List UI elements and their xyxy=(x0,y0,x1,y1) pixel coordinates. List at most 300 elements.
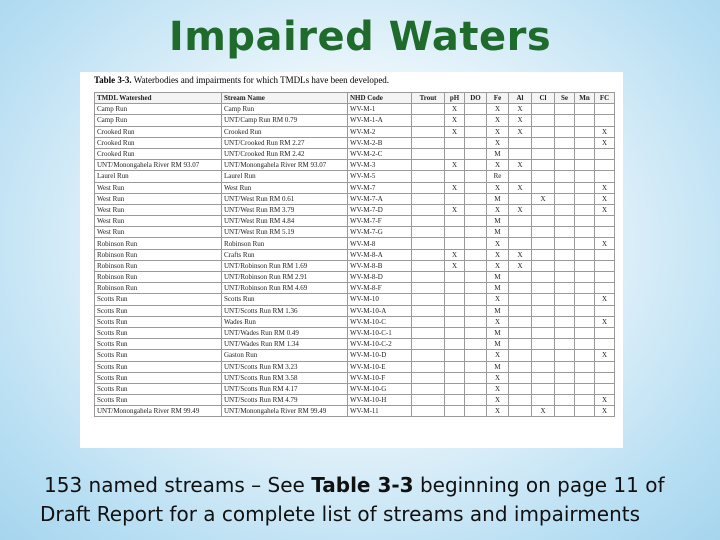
table-cell: Re xyxy=(487,171,509,182)
table-cell xyxy=(445,227,465,238)
table-cell xyxy=(532,249,555,260)
table-cell xyxy=(595,249,615,260)
table-cell xyxy=(532,104,555,115)
table-cell: Robinson Run xyxy=(95,260,222,271)
table-cell xyxy=(509,361,532,372)
table-row xyxy=(95,249,615,260)
table-cell: X xyxy=(445,182,465,193)
column-header: Al xyxy=(509,93,532,104)
table-cell xyxy=(412,260,445,271)
table-cell xyxy=(509,350,532,361)
table-cell xyxy=(555,238,575,249)
table-cell xyxy=(532,395,555,406)
table-cell: West Run xyxy=(95,227,222,238)
table-cell xyxy=(555,395,575,406)
table-cell xyxy=(595,272,615,283)
impairments-table xyxy=(94,92,615,417)
table-cell: West Run xyxy=(222,182,348,193)
table-cell: M xyxy=(487,148,509,159)
table-cell xyxy=(555,104,575,115)
table-cell xyxy=(595,260,615,271)
table-cell: M xyxy=(487,216,509,227)
table-header-row xyxy=(95,93,615,104)
table-cell: X xyxy=(445,126,465,137)
table-cell xyxy=(555,216,575,227)
table-cell xyxy=(445,395,465,406)
table-row xyxy=(95,327,615,338)
table-cell xyxy=(412,383,445,394)
table-cell xyxy=(555,294,575,305)
table-cell: X xyxy=(487,115,509,126)
table-cell xyxy=(412,171,445,182)
table-caption-number: Table 3-3. xyxy=(94,75,132,85)
column-header: pH xyxy=(445,93,465,104)
table-cell: X xyxy=(487,137,509,148)
table-cell xyxy=(595,171,615,182)
table-cell: WV-M-10-E xyxy=(348,361,412,372)
table-cell xyxy=(555,350,575,361)
table-caption-text: Waterbodies and impairments for which TMDLs have been developed. xyxy=(131,75,390,85)
table-cell xyxy=(555,193,575,204)
slide-title: Impaired Waters xyxy=(168,14,552,60)
table-cell xyxy=(595,339,615,350)
table-cell xyxy=(465,171,487,182)
table-cell xyxy=(445,238,465,249)
table-cell xyxy=(575,383,595,394)
table-cell xyxy=(509,327,532,338)
table-cell xyxy=(445,272,465,283)
table-cell xyxy=(555,272,575,283)
table-cell xyxy=(555,372,575,383)
table-cell xyxy=(595,216,615,227)
table-cell: WV-M-8 xyxy=(348,238,412,249)
table-cell: WV-M-10-C xyxy=(348,316,412,327)
table-cell xyxy=(575,182,595,193)
table-cell xyxy=(412,126,445,137)
table-cell: Crooked Run xyxy=(95,137,222,148)
table-cell xyxy=(532,115,555,126)
table-cell xyxy=(575,339,595,350)
table-cell: X xyxy=(487,260,509,271)
table-cell xyxy=(509,216,532,227)
table-cell xyxy=(575,238,595,249)
table-cell: M xyxy=(487,327,509,338)
table-cell xyxy=(412,327,445,338)
table-cell xyxy=(575,204,595,215)
table-cell: WV-M-7-F xyxy=(348,216,412,227)
table-row xyxy=(95,361,615,372)
table-cell xyxy=(575,305,595,316)
table-cell xyxy=(532,137,555,148)
table-cell: Robinson Run xyxy=(95,272,222,283)
table-cell xyxy=(595,305,615,316)
table-cell: UNT/Wades Run RM 1.34 xyxy=(222,339,348,350)
table-cell xyxy=(575,137,595,148)
table-cell: X xyxy=(487,406,509,417)
table-cell xyxy=(595,148,615,159)
table-cell xyxy=(465,115,487,126)
table-cell: X xyxy=(445,204,465,215)
table-cell xyxy=(532,372,555,383)
table-row xyxy=(95,193,615,204)
table-row xyxy=(95,260,615,271)
table-row xyxy=(95,272,615,283)
table-cell: WV-M-8-B xyxy=(348,260,412,271)
table-cell xyxy=(445,193,465,204)
table-cell: X xyxy=(532,193,555,204)
table-cell xyxy=(445,216,465,227)
table-cell: Scotts Run xyxy=(95,350,222,361)
table-cell xyxy=(509,148,532,159)
table-cell xyxy=(465,193,487,204)
table-cell xyxy=(595,160,615,171)
table-cell: UNT/Scotts Run RM 3.23 xyxy=(222,361,348,372)
table-cell xyxy=(465,204,487,215)
table-row xyxy=(95,137,615,148)
table-cell xyxy=(412,406,445,417)
table-cell: WV-M-10 xyxy=(348,294,412,305)
table-cell: Camp Run xyxy=(95,115,222,126)
table-cell xyxy=(445,316,465,327)
table-cell: UNT/Scotts Run RM 1.36 xyxy=(222,305,348,316)
table-cell: X xyxy=(595,294,615,305)
table-cell xyxy=(412,137,445,148)
table-cell xyxy=(465,238,487,249)
table-cell xyxy=(575,148,595,159)
table-cell xyxy=(532,204,555,215)
table-cell: X xyxy=(445,104,465,115)
table-cell: WV-M-8-A xyxy=(348,249,412,260)
column-header: FC xyxy=(595,93,615,104)
column-header: Se xyxy=(555,93,575,104)
table-cell xyxy=(465,137,487,148)
table-cell xyxy=(532,227,555,238)
table-row xyxy=(95,104,615,115)
table-cell xyxy=(445,406,465,417)
table-cell: West Run xyxy=(95,204,222,215)
table-cell: Camp Run xyxy=(222,104,348,115)
table-cell xyxy=(445,283,465,294)
table-cell: X xyxy=(487,238,509,249)
column-header: Mn xyxy=(575,93,595,104)
table-cell: X xyxy=(595,204,615,215)
table-cell: X xyxy=(487,249,509,260)
table-cell xyxy=(465,283,487,294)
table-cell: West Run xyxy=(95,193,222,204)
table-cell xyxy=(555,383,575,394)
table-cell xyxy=(575,327,595,338)
table-cell xyxy=(412,361,445,372)
table-cell xyxy=(465,182,487,193)
table-cell: X xyxy=(487,160,509,171)
table-cell xyxy=(532,327,555,338)
table-cell xyxy=(412,316,445,327)
table-cell: WV-M-10-C-2 xyxy=(348,339,412,350)
table-cell xyxy=(555,339,575,350)
table-cell: WV-M-10-C-1 xyxy=(348,327,412,338)
footer-line-2: Draft Report for a complete list of streams and impairments xyxy=(40,502,641,526)
stream-count: 153 xyxy=(44,473,83,497)
table-cell xyxy=(412,104,445,115)
table-cell xyxy=(555,260,575,271)
table-cell: X xyxy=(595,350,615,361)
table-row xyxy=(95,160,615,171)
table-cell xyxy=(532,283,555,294)
table-cell xyxy=(465,372,487,383)
table-cell: X xyxy=(487,204,509,215)
table-cell xyxy=(445,350,465,361)
table-cell xyxy=(509,272,532,283)
table-cell: UNT/Monongahela River RM 99.49 xyxy=(95,406,222,417)
table-cell: Crooked Run xyxy=(222,126,348,137)
table-cell xyxy=(575,395,595,406)
table-cell xyxy=(555,327,575,338)
table-cell xyxy=(575,193,595,204)
table-cell: Scotts Run xyxy=(95,372,222,383)
table-cell xyxy=(575,260,595,271)
table-cell xyxy=(465,339,487,350)
table-cell xyxy=(575,104,595,115)
footer-line-1 xyxy=(44,473,665,497)
table-cell xyxy=(509,406,532,417)
table-cell xyxy=(412,216,445,227)
table-cell xyxy=(465,272,487,283)
table-cell xyxy=(509,383,532,394)
table-cell: Scotts Run xyxy=(95,339,222,350)
table-cell: Scotts Run xyxy=(95,361,222,372)
table-cell xyxy=(555,283,575,294)
table-cell xyxy=(465,395,487,406)
table-cell: X xyxy=(445,160,465,171)
table-cell xyxy=(465,316,487,327)
table-cell: West Run xyxy=(95,182,222,193)
table-cell: WV-M-7-G xyxy=(348,227,412,238)
table-row xyxy=(95,283,615,294)
table-row xyxy=(95,126,615,137)
table-cell: Laurel Run xyxy=(95,171,222,182)
table-cell xyxy=(465,361,487,372)
table-cell xyxy=(509,395,532,406)
table-cell: WV-M-10-F xyxy=(348,372,412,383)
table-cell xyxy=(595,115,615,126)
table-cell: X xyxy=(445,115,465,126)
table-cell: WV-M-2-C xyxy=(348,148,412,159)
table-cell xyxy=(532,339,555,350)
table-cell xyxy=(509,227,532,238)
table-image xyxy=(80,72,623,448)
table-cell xyxy=(555,249,575,260)
table-cell: UNT/Robinson Run RM 4.69 xyxy=(222,283,348,294)
footer-text-2: beginning on page 11 of xyxy=(413,473,665,497)
table-cell xyxy=(412,395,445,406)
table-cell xyxy=(509,283,532,294)
table-cell: WV-M-7-D xyxy=(348,204,412,215)
table-cell xyxy=(532,272,555,283)
table-cell xyxy=(509,294,532,305)
table-reference: Table 3-3 xyxy=(311,473,414,497)
table-cell xyxy=(412,294,445,305)
column-header: TMDL Watershed xyxy=(95,93,222,104)
table-cell: WV-M-3 xyxy=(348,160,412,171)
table-cell: X xyxy=(487,372,509,383)
table-cell xyxy=(575,272,595,283)
table-cell xyxy=(595,327,615,338)
table-cell: UNT/West Run RM 5.19 xyxy=(222,227,348,238)
table-cell xyxy=(595,361,615,372)
table-cell xyxy=(532,182,555,193)
table-cell xyxy=(465,350,487,361)
column-header: Fe xyxy=(487,93,509,104)
table-cell xyxy=(509,238,532,249)
table-cell xyxy=(509,372,532,383)
table-cell xyxy=(465,126,487,137)
table-cell: UNT/Scotts Run RM 4.17 xyxy=(222,383,348,394)
table-cell: X xyxy=(487,316,509,327)
table-cell: WV-M-1-A xyxy=(348,115,412,126)
table-cell: Robinson Run xyxy=(95,249,222,260)
table-cell xyxy=(412,249,445,260)
table-cell xyxy=(575,294,595,305)
table-cell xyxy=(412,193,445,204)
table-cell xyxy=(555,148,575,159)
table-cell: WV-M-7-A xyxy=(348,193,412,204)
table-cell xyxy=(509,339,532,350)
table-cell xyxy=(532,171,555,182)
table-cell xyxy=(575,171,595,182)
table-cell xyxy=(445,372,465,383)
table-cell xyxy=(575,283,595,294)
table-row xyxy=(95,372,615,383)
table-cell xyxy=(465,406,487,417)
column-header: Stream Name xyxy=(222,93,348,104)
table-cell xyxy=(555,361,575,372)
table-cell: Scotts Run xyxy=(222,294,348,305)
table-cell xyxy=(509,193,532,204)
table-row xyxy=(95,148,615,159)
table-cell: X xyxy=(445,260,465,271)
column-header: DO xyxy=(465,93,487,104)
table-cell xyxy=(532,260,555,271)
table-cell xyxy=(465,327,487,338)
table-cell: WV-M-8-F xyxy=(348,283,412,294)
table-cell: X xyxy=(595,126,615,137)
table-cell xyxy=(575,316,595,327)
table-cell: Scotts Run xyxy=(95,316,222,327)
table-cell xyxy=(575,350,595,361)
table-cell: WV-M-2-B xyxy=(348,137,412,148)
table-cell: X xyxy=(487,294,509,305)
table-row xyxy=(95,204,615,215)
table-row xyxy=(95,316,615,327)
table-cell: X xyxy=(595,406,615,417)
table-cell xyxy=(575,406,595,417)
table-cell: M xyxy=(487,227,509,238)
table-cell xyxy=(465,227,487,238)
table-cell xyxy=(412,182,445,193)
table-cell: X xyxy=(487,104,509,115)
table-cell: X xyxy=(509,249,532,260)
table-cell: Crooked Run xyxy=(95,148,222,159)
table-row xyxy=(95,294,615,305)
table-cell xyxy=(575,249,595,260)
table-cell xyxy=(465,249,487,260)
table-cell: Scotts Run xyxy=(95,294,222,305)
table-row xyxy=(95,339,615,350)
table-cell: UNT/Scotts Run RM 4.79 xyxy=(222,395,348,406)
table-cell xyxy=(555,305,575,316)
table-cell: West Run xyxy=(95,216,222,227)
table-cell xyxy=(532,238,555,249)
table-row xyxy=(95,115,615,126)
table-cell xyxy=(595,227,615,238)
table-cell: UNT/West Run RM 4.84 xyxy=(222,216,348,227)
table-cell xyxy=(509,137,532,148)
table-cell: X xyxy=(595,182,615,193)
table-cell: M xyxy=(487,193,509,204)
table-cell xyxy=(532,361,555,372)
table-cell xyxy=(445,327,465,338)
table-cell: X xyxy=(445,249,465,260)
table-cell: WV-M-10-A xyxy=(348,305,412,316)
table-row xyxy=(95,395,615,406)
table-row xyxy=(95,238,615,249)
table-row xyxy=(95,305,615,316)
table-cell: Scotts Run xyxy=(95,383,222,394)
table-cell xyxy=(575,216,595,227)
table-cell: UNT/Crooked Run RM 2.27 xyxy=(222,137,348,148)
table-cell xyxy=(412,204,445,215)
table-cell: UNT/West Run RM 3.79 xyxy=(222,204,348,215)
table-cell: X xyxy=(532,406,555,417)
table-cell xyxy=(445,137,465,148)
table-cell: X xyxy=(595,137,615,148)
table-cell: X xyxy=(487,383,509,394)
table-cell xyxy=(555,406,575,417)
table-cell xyxy=(575,160,595,171)
table-cell xyxy=(465,294,487,305)
table-cell: Scotts Run xyxy=(95,327,222,338)
table-cell: Crooked Run xyxy=(95,126,222,137)
table-row xyxy=(95,182,615,193)
table-cell xyxy=(555,160,575,171)
table-cell xyxy=(532,294,555,305)
table-cell: Robinson Run xyxy=(95,283,222,294)
table-cell: UNT/Crooked Run RM 2.42 xyxy=(222,148,348,159)
table-cell xyxy=(555,316,575,327)
table-cell: M xyxy=(487,305,509,316)
table-cell xyxy=(532,350,555,361)
table-cell: UNT/Robinson Run RM 1.69 xyxy=(222,260,348,271)
table-cell xyxy=(595,383,615,394)
table-cell: X xyxy=(487,395,509,406)
table-cell xyxy=(555,115,575,126)
table-cell: UNT/Camp Run RM 0.79 xyxy=(222,115,348,126)
table-cell: X xyxy=(509,160,532,171)
table-cell xyxy=(465,216,487,227)
table-cell xyxy=(445,361,465,372)
table-cell: WV-M-5 xyxy=(348,171,412,182)
table-cell xyxy=(412,305,445,316)
table-cell xyxy=(412,372,445,383)
table-cell xyxy=(445,294,465,305)
table-cell: X xyxy=(487,182,509,193)
table-cell xyxy=(575,126,595,137)
table-cell: X xyxy=(595,238,615,249)
table-cell xyxy=(555,126,575,137)
table-cell: Wades Run xyxy=(222,316,348,327)
table-cell xyxy=(465,383,487,394)
column-header: Trout xyxy=(412,93,445,104)
